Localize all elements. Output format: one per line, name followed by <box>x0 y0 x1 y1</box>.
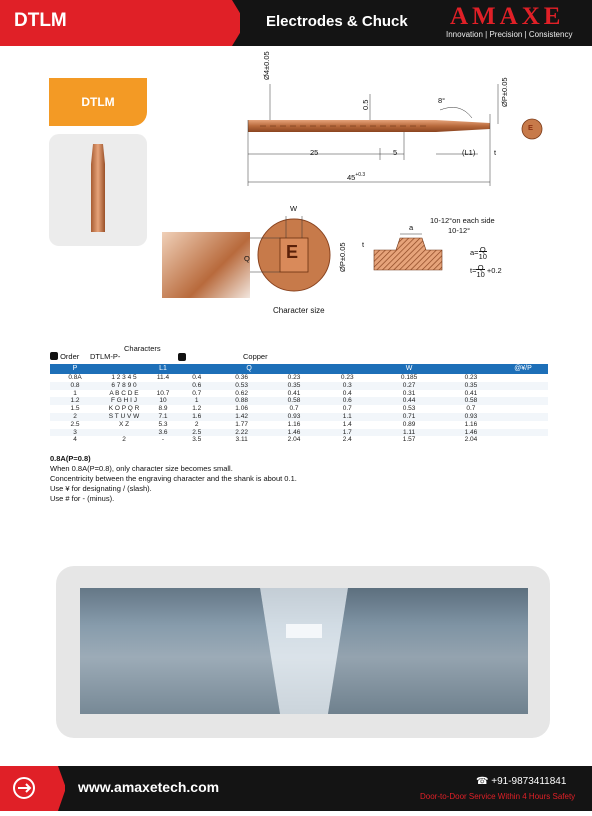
table-cell: 0.36 <box>235 374 248 381</box>
table-cell: 1.2 <box>70 397 80 405</box>
table-cell: 0.58 <box>287 397 301 405</box>
note-line: Concentricity between the engraving character and the shank is about 0.1. <box>50 474 297 483</box>
table-cell: 7.1 <box>158 412 168 420</box>
table-row <box>50 413 548 421</box>
table-cell <box>498 390 548 398</box>
table-cell: 1.4 <box>342 420 352 428</box>
table-cell: 0.71 <box>402 412 416 420</box>
table-cell: 0.27 <box>402 381 416 389</box>
table-cell: 0.23 <box>464 374 478 381</box>
table-cell: F G H I J <box>111 397 137 405</box>
table-cell: 3.11 <box>235 436 248 444</box>
order-code: DTLM-P- <box>90 352 121 361</box>
table-cell: 0.6 <box>342 397 352 405</box>
table-cell: 2 <box>194 420 199 428</box>
section-q: Q <box>244 254 250 263</box>
table-cell: 0.88 <box>235 397 248 405</box>
table-cell: 1.16 <box>464 420 478 428</box>
engrave-t: t <box>362 240 365 249</box>
table-cell: 2 <box>73 412 77 420</box>
table-row <box>50 421 548 429</box>
table-row <box>50 382 548 390</box>
product-tab-label: DTLM <box>81 95 115 109</box>
table-cell: - <box>161 436 165 444</box>
table-cell: 0.31 <box>402 389 416 397</box>
table-cell: 0.53 <box>402 405 416 413</box>
section-e: E <box>286 242 299 262</box>
notes-list <box>50 464 297 504</box>
table-row <box>50 436 548 444</box>
th-w: W <box>320 364 498 374</box>
note-line: Use ¥ for designating / (slash). <box>50 484 152 493</box>
section-p: ØP±0.05 <box>338 242 347 272</box>
table-cell: 1.57 <box>402 436 416 444</box>
table-cell: 1.46 <box>287 428 301 436</box>
product-tab <box>49 78 147 126</box>
table-cell: 0.93 <box>287 412 301 420</box>
table-row <box>50 374 548 382</box>
table-cell: 6 7 8 9 0 <box>111 381 137 389</box>
facility-photo <box>80 588 528 714</box>
table-cell: 1.06 <box>235 405 248 413</box>
footer-accent <box>0 766 65 811</box>
table-cell: 0.6 <box>192 381 202 389</box>
electrode-thumbnail-icon <box>49 134 147 246</box>
table-cell: 0.23 <box>340 374 354 381</box>
table-cell <box>498 429 548 437</box>
dim-l5: 5 <box>393 148 398 157</box>
char-size-caption: Character size <box>273 306 325 315</box>
note-line: Use # for - (minus). <box>50 494 115 503</box>
table-row <box>50 405 548 413</box>
table-cell: 1.7 <box>342 428 352 436</box>
website-link[interactable]: www.amaxetech.com <box>78 779 220 795</box>
product-thumbnail <box>49 134 147 246</box>
table-cell: 1.2 <box>192 405 202 413</box>
table-cell: 4 <box>73 436 77 444</box>
table-cell: 1.6 <box>192 412 202 420</box>
table-cell: 0.41 <box>287 389 301 397</box>
table-cell: 1 2 3 4 5 <box>111 374 137 381</box>
engrave-profile <box>360 224 450 274</box>
table-cell: K O P Q R <box>108 405 140 413</box>
table-cell: 1 <box>73 389 77 397</box>
char-e-label: E <box>528 123 534 132</box>
table-cell <box>498 382 548 390</box>
table-cell: 2.04 <box>287 436 301 444</box>
table-cell: 0.35 <box>464 381 478 389</box>
dim-l1: (L1) <box>462 148 476 157</box>
material-label: Copper <box>243 352 268 361</box>
section-drawing <box>250 210 350 300</box>
table-cell: 2.22 <box>235 428 248 436</box>
table-cell: 10.7 <box>156 389 170 397</box>
engrave-a: a <box>409 223 414 232</box>
dim-l25: 25 <box>310 148 319 157</box>
table-cell <box>148 382 178 390</box>
formula-t: t=Q 10 +0.2 <box>470 263 502 279</box>
chars-label: Characters <box>124 344 161 353</box>
dim-total: $45^{+0.3}$ <box>347 172 366 182</box>
engrave-note1: 10-12°on each side <box>430 216 495 225</box>
table-cell: 0.93 <box>464 412 478 420</box>
table-row <box>50 397 548 405</box>
section-w: W <box>290 204 298 213</box>
order-label: Order <box>50 352 79 362</box>
table-cell: 0.89 <box>402 420 416 428</box>
product-title: DTLM <box>14 10 67 31</box>
category-title: Electrodes & Chuck <box>266 13 408 30</box>
table-cell: 0.8 <box>70 381 80 389</box>
dim-p: ØP±0.05 <box>500 77 509 107</box>
table-cell <box>498 421 548 429</box>
dim-angle: 8° <box>438 96 446 105</box>
table-cell <box>498 397 548 405</box>
table-cell: 3.5 <box>192 436 202 444</box>
phone-number: ☎ +91-9873411841 <box>476 776 567 787</box>
notes-title: 0.8A(P=0.8) <box>50 454 91 463</box>
table-cell: A B C D E <box>109 389 139 397</box>
table-cell: 0.53 <box>235 381 248 389</box>
table-cell: 2.04 <box>464 436 478 444</box>
table-cell: 0.62 <box>235 389 248 397</box>
table-cell: 1.16 <box>287 420 301 428</box>
table-cell: 0.185 <box>400 374 418 381</box>
table-cell: 3.6 <box>158 428 168 436</box>
table-cell: 1.46 <box>464 428 478 436</box>
table-cell: 0.7 <box>192 389 202 397</box>
table-cell: 0.58 <box>464 397 478 405</box>
table-cell <box>498 413 548 421</box>
table-cell <box>498 405 548 413</box>
table-cell: 11.4 <box>156 374 170 381</box>
table-row <box>50 429 548 437</box>
brand-tagline: Innovation | Precision | Consistency <box>446 30 573 39</box>
table-cell: 0.44 <box>402 397 416 405</box>
dim-d4: Ø4±0.05 <box>262 51 271 80</box>
table-cell: 0.3 <box>342 381 352 389</box>
spec-table <box>50 364 548 444</box>
table-cell: 0.8A <box>68 374 82 381</box>
table-cell: 3 <box>73 428 77 436</box>
table-cell: 8.9 <box>158 405 168 413</box>
table-cell: 0.41 <box>464 389 478 397</box>
table-cell: 2.5 <box>70 420 80 428</box>
table-cell <box>100 429 148 437</box>
table-cell: 10 <box>159 397 167 405</box>
table-cell: S T U V W <box>108 412 140 420</box>
table-cell: 1.42 <box>235 412 248 420</box>
table-cell: 0.7 <box>466 405 476 413</box>
th-price: @¥/P <box>498 364 548 374</box>
table-cell <box>498 374 548 382</box>
service-note: Door-to-Door Service Within 4 Hours Safety <box>420 792 576 801</box>
note-line: When 0.8A(P=0.8), only character size becomes small. <box>50 464 233 473</box>
tip-photo <box>162 232 250 298</box>
table-cell: 2.4 <box>342 436 352 444</box>
table-cell: 1.11 <box>402 428 416 436</box>
formula-a: a=Q 10 <box>470 245 487 261</box>
web-icon <box>0 766 50 811</box>
dim-h05: 0.5 <box>361 99 370 110</box>
th-p: P <box>50 364 100 374</box>
table-cell: 5.3 <box>158 420 168 428</box>
table-cell <box>498 436 548 444</box>
table-cell: 1 <box>194 397 199 405</box>
table-row <box>50 390 548 398</box>
table-cell: 0.7 <box>289 405 299 413</box>
table-cell: 0.35 <box>287 381 301 389</box>
engrave-note2: 10-12° <box>448 226 471 235</box>
table-cell: X Z <box>118 420 130 428</box>
table-cell: 0.7 <box>342 405 352 413</box>
material-mark-icon <box>178 353 186 361</box>
table-cell: 2.5 <box>192 428 202 436</box>
phone-icon: ☎ <box>476 776 489 787</box>
th-q: Q <box>178 364 320 374</box>
table-cell: 1.1 <box>342 412 352 420</box>
table-cell: 0.23 <box>287 374 301 381</box>
table-cell: 1.5 <box>70 405 80 413</box>
table-cell: 0.4 <box>192 374 202 381</box>
table-cell: 2 <box>122 436 126 444</box>
table-cell: 1.77 <box>235 420 248 428</box>
th-l1: L1 <box>148 364 178 374</box>
table-cell: 0.4 <box>342 389 352 397</box>
dim-t: t <box>494 148 497 157</box>
electrode-drawing <box>240 74 560 194</box>
brand-logo: AMAXE <box>450 3 565 30</box>
